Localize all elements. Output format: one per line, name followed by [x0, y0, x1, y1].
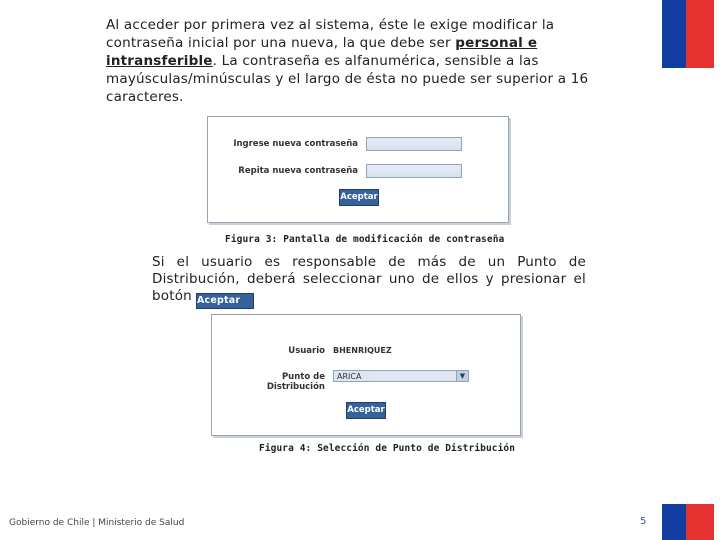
figure4-screenshot — [211, 314, 521, 436]
distribution-line-1: Si el usuario es responsable de más de un Punto de — [152, 254, 586, 270]
figure4-accept-button[interactable]: Aceptar — [346, 402, 386, 419]
distribution-line-2: Distribución, deberá seleccionar uno de ellos y presionar el — [152, 271, 586, 287]
footer-org: Gobierno de Chile | Ministerio de Salud — [9, 518, 185, 528]
point-select-value: ARICA — [337, 372, 362, 381]
new-password-label: Ingrese nueva contraseña — [233, 139, 358, 149]
figure3-accept-button[interactable]: Aceptar — [339, 189, 379, 206]
new-password-field[interactable] — [366, 137, 462, 151]
repeat-password-field[interactable] — [366, 164, 462, 178]
figure3-caption: Figura 3: Pantalla de modificación de contraseña — [225, 234, 505, 245]
repeat-password-label: Repita nueva contraseña — [238, 166, 358, 176]
flag-red-stripe — [686, 0, 714, 68]
intro-emphasis: personal e intransferible — [106, 35, 538, 69]
figure3-screenshot — [207, 116, 509, 223]
flag-accent-bottom — [662, 504, 714, 540]
inline-accept-button[interactable]: Aceptar — [196, 293, 254, 309]
point-label: Punto de Distribución — [266, 372, 325, 392]
distribution-paragraph — [152, 254, 586, 309]
page-number: 5 — [640, 516, 647, 527]
intro-text-after: . La contraseña es alfanumérica, sensible a las mayúsculas/minúsculas y el largo de ésta no puede ser superior a 16 caracteres. — [106, 53, 589, 105]
point-select[interactable] — [333, 370, 469, 382]
flag-red-stripe — [686, 504, 714, 540]
user-value: BHENRIQUEZ — [333, 346, 392, 355]
flag-blue-stripe — [662, 0, 686, 68]
intro-paragraph — [106, 16, 606, 106]
flag-blue-stripe — [662, 504, 686, 540]
intro-text-before: Al acceder por primera vez al sistema, éste le exige modificar la contraseña inicial por una nueva, la que debe ser — [106, 17, 555, 51]
chevron-down-icon[interactable]: ▼ — [456, 371, 468, 381]
user-label: Usuario — [288, 346, 325, 356]
figure4-caption: Figura 4: Selección de Punto de Distribución — [259, 443, 516, 454]
flag-accent-top — [662, 0, 714, 68]
distribution-line-3 — [152, 288, 586, 309]
distribution-last-text: botón — [152, 288, 192, 304]
